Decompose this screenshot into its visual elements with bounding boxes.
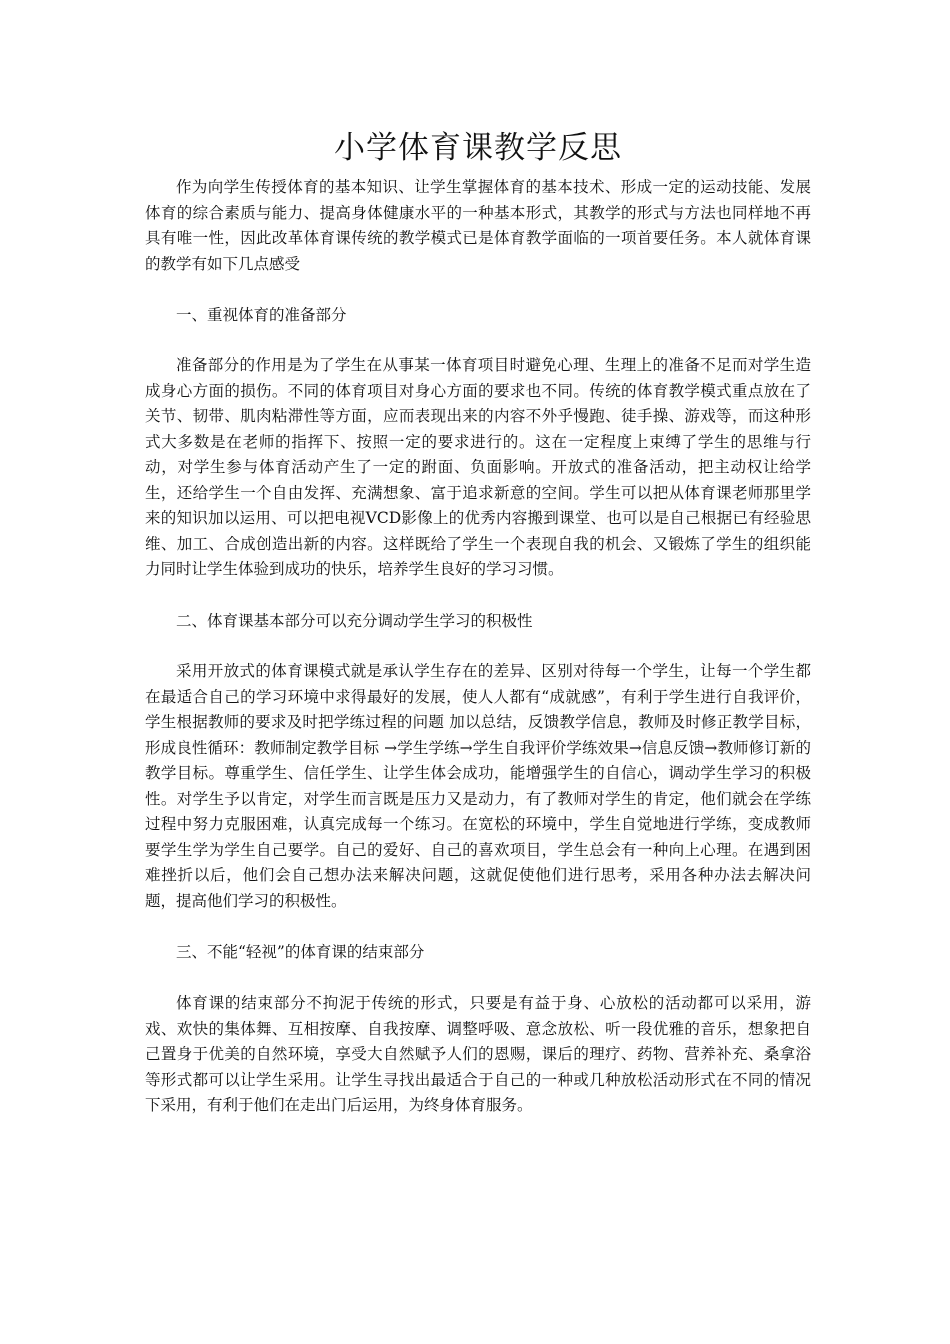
document-title: 小学体育课教学反思: [334, 130, 622, 166]
intro-paragraph: 作为向学生传授体育的基本知识、让学生掌握体育的基本技术、形成一定的运动技能、发展体育的综合素质与能力、提高身体健康水平的一种基本形式，其教学的形式与方法也同样地不再具有唯一性，因此改革体育课传统的教学模式已是体育教学面临的一项首要任务。本人就体育课的教学有如下几点感受: [145, 178, 811, 273]
section-body-1: 准备部分的作用是为了学生在从事某一体育项目时避免心理、生理上的准备不足而对学生造成身心方面的损伤。不同的体育项目对身心方面的要求也不同。传统的体育教学模式重点放在了关节、韧带、肌肉粘滞性等方面，应而表现出来的内容不外乎慢跑、徒手操、游戏等，而这种形式大多数是在老师的指挥下、按照一定的要求进行的。这在一定程度上束缚了学生的思维与行动，对学生参与体育活动产生了一定的跗面、负面影响。开放式的准备活动，把主动权让给学生，还给学生一个自由发挥、充满想象、富于追求新意的空间。学生可以把从体育课老师那里学来的知识加以运用、可以把电视VCD影像上的优秀内容搬到课堂、也可以是自己根据已有经验思维、加工、合成创造出新的内容。这样既给了学生一个表现自我的机会、又锻炼了学生的组织能力同时让学生体验到成功的快乐，培养学生良好的学习习惯。: [145, 356, 811, 578]
section-heading-2: 二、体育课基本部分可以充分调动学生学习的积极性: [176, 612, 533, 630]
section-body-3: 体育课的结束部分不拘泥于传统的形式，只要是有益于身、心放松的活动都可以采用，游戏、欢快的集体舞、互相按摩、自我按摩、调整呼吸、意念放松、听一段优雅的音乐，想象把自己置身于优美的自然环境，享受大自然赋予人们的恩赐，课后的理疗、药物、营养补充、桑拿浴等形式都可以让学生采用。让学生寻找出最适合于自己的一种或几种放松活动形式在不同的情况下采用，有利于他们在走出门后运用，为终身体育服务。: [145, 994, 811, 1114]
section-body-2: 采用开放式的体育课模式就是承认学生存在的差异、区别对待每一个学生，让每一个学生都在最适合自己的学习环境中求得最好的发展，使人人都有“成就感”，有利于学生进行自我评价，学生根据教师的要求及时把学练过程的问题 加以总结，反馈教学信息，教师及时修正教学目标，形成良性循环：教师制定教学目标 →学生学练→学生自我评价学练效果→信息反馈→教师修订新的教学目标。尊重学生、信任学生、让学生体会成功，能增强学生的自信心，调动学生学习的积极性。对学生予以肯定，对学生而言既是压力又是动力，有了教师对学生的肯定，他们就会在学练过程中努力克服困难，认真完成每一个练习。在宽松的环境中，学生自觉地进行学练，变成教师要学生学为学生自己要学。自己的爱好、自己的喜欢项目，学生总会有一种向上心理。在遇到困难挫折以后，他们会自己想办法来解决问题，这就促使他们进行思考，采用各种办法去解决问题，提高他们学习的积极性。: [145, 662, 811, 910]
section-heading-3: 三、不能“轻视”的体育课的结束部分: [176, 943, 425, 961]
section-heading-1: 一、重视体育的准备部分: [176, 306, 347, 324]
